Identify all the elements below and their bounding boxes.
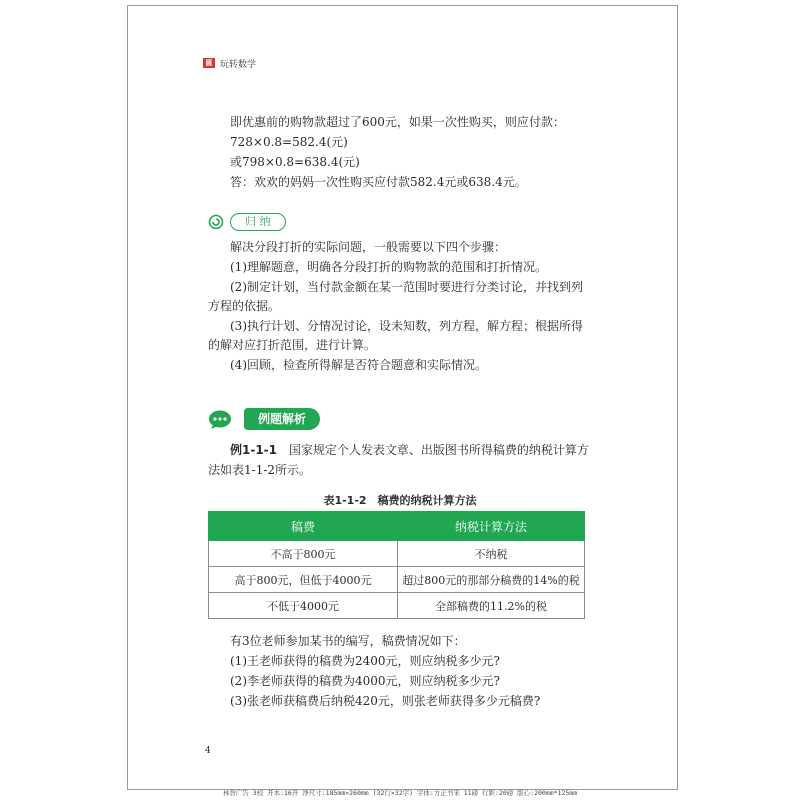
example-line: 法如表1-1-2所示。 bbox=[208, 463, 312, 477]
question-line: (1)王老师获得的稿费为2400元，则应纳税多少元? bbox=[230, 654, 500, 668]
example-section-label: 例题解析 bbox=[244, 408, 320, 430]
table-row bbox=[209, 541, 585, 567]
question-intro: 有3位老师参加某书的编写，稿费情况如下： bbox=[230, 634, 466, 648]
table-cell: 不低于4000元 bbox=[209, 593, 398, 619]
summary-line: (2)制定计划，当付款金额在某一范围时要进行分类讨论，并找到列 bbox=[230, 280, 584, 294]
header-title: 玩转数学 bbox=[220, 59, 257, 70]
page-header bbox=[203, 56, 256, 70]
question-line: (3)张老师获稿费后纳税420元，则张老师获得多少元稿费? bbox=[230, 694, 541, 708]
intro-line: 728×0.8=582.4(元) bbox=[230, 135, 348, 149]
summary-line: 解决分段打折的实际问题，一般需要以下四个步骤： bbox=[230, 240, 507, 254]
summary-badge bbox=[208, 213, 286, 231]
table-row bbox=[209, 567, 585, 593]
printer-note: 林智广告 3校 开本:16开 净尺寸:185mm×260mm (32行×32字) 字体:方正书宋 11磅 行距:20磅 版心:200mm*125mm bbox=[222, 789, 578, 797]
answer-line: 答：欢欢的妈妈一次性购买应付款582.4元或638.4元。 bbox=[230, 175, 527, 189]
tax-table bbox=[208, 511, 585, 619]
example-number: 例1-1-1 bbox=[230, 443, 278, 457]
intro-line: 或798×0.8=638.4(元) bbox=[230, 155, 360, 169]
table-cell: 不高于800元 bbox=[209, 541, 398, 567]
table-cell: 超过800元的那部分稿费的14%的税 bbox=[398, 567, 585, 593]
table-cell: 高于800元，但低于4000元 bbox=[209, 567, 398, 593]
table-cell: 全部稿费的11.2%的税 bbox=[398, 593, 585, 619]
example-text: 国家规定个人发表文章、出版图书所得稿费的纳税计算方 bbox=[288, 443, 589, 457]
question-line: (2)李老师获得的稿费为4000元，则应纳税多少元? bbox=[230, 674, 500, 688]
summary-line: 的解对应打折范围，进行计算。 bbox=[208, 338, 377, 352]
summary-line: 方程的依据。 bbox=[208, 299, 281, 313]
table-caption: 表1-1-2 稿费的纳税计算方法 bbox=[323, 494, 477, 507]
intro-line: 即优惠前的购物款超过了600元，如果一次性购买，则应付款： bbox=[230, 115, 565, 129]
table-header-row bbox=[209, 512, 585, 541]
table-header-cell: 纳税计算方法 bbox=[398, 512, 585, 541]
chat-bubble-icon bbox=[208, 409, 238, 429]
table-cell: 不纳税 bbox=[398, 541, 585, 567]
summary-line: (4)回顾，检查所得解是否符合题意和实际情况。 bbox=[230, 358, 487, 372]
example-badge bbox=[208, 408, 320, 430]
example-line bbox=[230, 442, 589, 458]
table-row bbox=[209, 593, 585, 619]
summary-line: (3)执行计划、分情况讨论，设未知数，列方程，解方程；根据所得 bbox=[230, 319, 584, 333]
page-number: 4 bbox=[205, 746, 211, 756]
book-logo-icon: 匾 bbox=[203, 58, 215, 68]
table-header-cell: 稿费 bbox=[209, 512, 398, 541]
summary-line: (1)理解题意，明确各分段打折的购物款的范围和打折情况。 bbox=[230, 260, 548, 274]
spiral-icon bbox=[208, 214, 224, 230]
summary-label: 归 纳 bbox=[230, 213, 286, 231]
